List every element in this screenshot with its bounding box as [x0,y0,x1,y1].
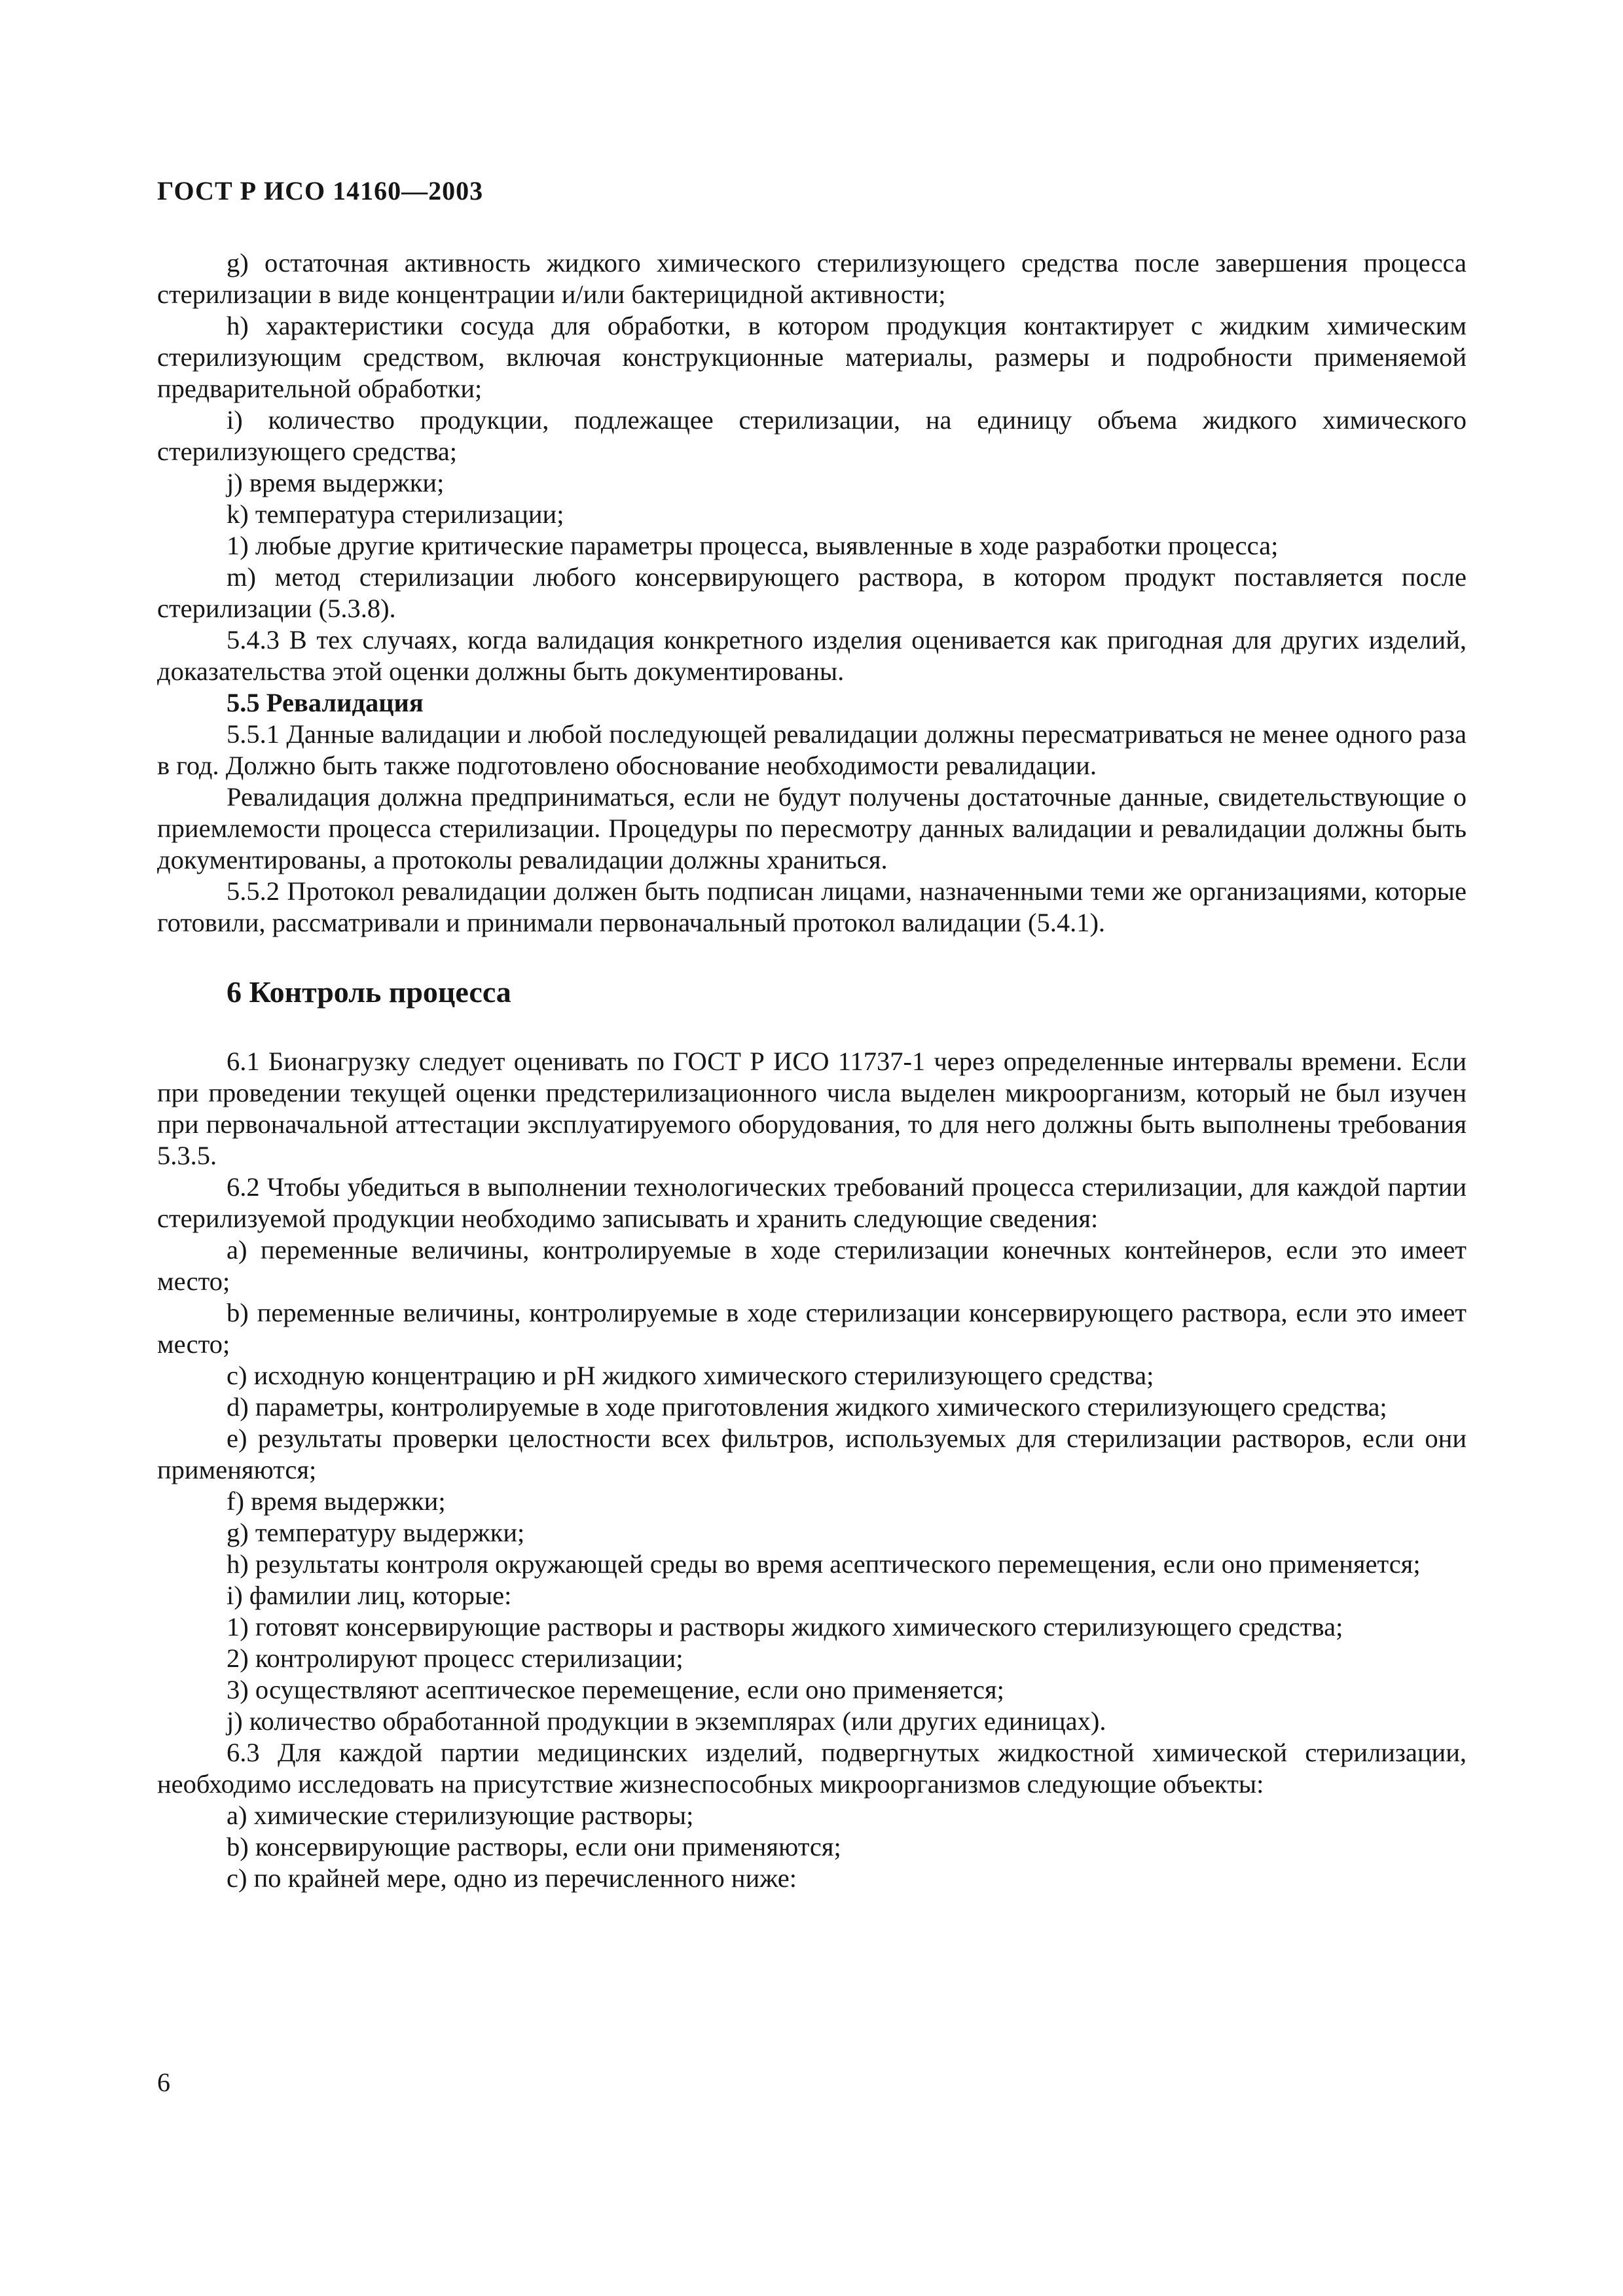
paragraph: g) остаточная активность жидкого химического стерилизующего средства после завершения процесса стерилизации в виде концентрации и/или бактерицидной активности; [157,248,1467,309]
paragraph: e) результаты проверки целостности всех фильтров, используемых для стерилизации растворов, если они применяются; [157,1424,1467,1484]
paragraph: b) переменные величины, контролируемые в ходе стерилизации консервирующего раствора, если это имеет место; [157,1298,1467,1359]
page-header: ГОСТ Р ИСО 14160—2003 [157,176,484,206]
paragraph: b) консервирующие растворы, если они применяются; [227,1832,841,1861]
paragraph: 1) любые другие критические параметры процесса, выявленные в ходе разработки процесса; [227,531,1279,560]
paragraph: h) характеристики сосуда для обработки, в котором продукция контактирует с жидким химическим стерилизующим средством, включая конструкционные материалы, размеры и подробности применяемой предварительной обработки; [157,311,1467,403]
paragraph: Ревалидация должна предприниматься, если не будут получены достаточные данные, свидетельствующие о приемлемости процесса стерилизации. Процедуры по пересмотру данных валидации и ревалидации должны быть документированы, а протоколы ревалидации должны храниться. [157,782,1467,874]
clause-5-5-text [157,719,1467,939]
paragraph: 5.5.2 Протокол ревалидации должен быть подписан лицами, назначенными теми же организациями, которые готовили, рассматривали и принимали первоначальный протокол валидации (5.4.1). [157,876,1467,937]
paragraph: 5.5.1 Данные валидации и любой последующей ревалидации должны пересматриваться не менее одного раза в год. Должно быть также подготовлено обоснование необходимости ревалидации. [157,719,1467,780]
paragraph: c) по крайней мере, одно из перечисленного ниже: [227,1863,797,1893]
section-heading: 6 Контроль процесса [227,975,511,1009]
paragraph: j) время выдержки; [227,468,445,497]
paragraph: j) количество обработанной продукции в экземплярах (или других единицах). [227,1706,1106,1736]
paragraph: d) параметры, контролируемые в ходе приготовления жидкого химического стерилизующего средства; [227,1392,1387,1422]
paragraph: 6.3 Для каждой партии медицинских изделий, подвергнутых жидкостной химической стерилизации, необходимо исследовать на присутствие жизнеспособных микроорганизмов следующие объекты: [157,1738,1467,1799]
page-content [157,247,1467,1894]
paragraph: a) переменные величины, контролируемые в ходе стерилизации конечных контейнеров, если это имеет место; [157,1235,1467,1296]
subsection-heading: 5.5 Ревалидация [227,688,424,717]
clause-6-text [157,1046,1467,1894]
paragraph: 6.2 Чтобы убедиться в выполнении технологических требований процесса стерилизации, для каждой партии стерилизуемой продукции необходимо записывать и хранить следующие сведения: [157,1172,1467,1233]
paragraph: 6.1 Бионагрузку следует оценивать по ГОСТ Р ИСО 11737-1 через определенные интервалы времени. Если при проведении текущей оценки предстерилизационного числа выделен микроорганизм, который не был изучен при первоначальной аттестации эксплуатируемого оборудования, то для него должны быть выполнены требования 5.3.5. [157,1047,1467,1170]
paragraph: m) метод стерилизации любого консервирующего раствора, в котором продукт поставляется после стерилизации (5.3.8). [157,562,1467,623]
page-number: 6 [157,2068,170,2097]
paragraph: g) температуру выдержки; [227,1518,525,1547]
paragraph: a) химические стерилизующие растворы; [227,1801,694,1830]
paragraph: 2) контролируют процесс стерилизации; [227,1643,684,1673]
paragraph: i) количество продукции, подлежащее стерилизации, на единицу объема жидкого химического стерилизующего средства; [157,405,1467,466]
clause-5-4-list [157,247,1467,687]
paragraph: f) время выдержки; [227,1486,446,1516]
paragraph: k) температура стерилизации; [227,499,564,529]
paragraph: 5.4.3 В тех случаях, когда валидация конкретного изделия оценивается как пригодная для других изделий, доказательства этой оценки должны быть документированы. [157,625,1467,686]
paragraph: 3) осуществляют асептическое перемещение, если оно применяется; [227,1675,1004,1704]
paragraph: 1) готовят консервирующие растворы и растворы жидкого химического стерилизующего средства; [227,1612,1343,1641]
paragraph: h) результаты контроля окружающей среды во время асептического перемещения, если оно применяется; [227,1549,1421,1579]
paragraph: i) фамилии лиц, которые: [227,1581,512,1610]
paragraph: c) исходную концентрацию и pH жидкого химического стерилизующего средства; [227,1361,1154,1390]
